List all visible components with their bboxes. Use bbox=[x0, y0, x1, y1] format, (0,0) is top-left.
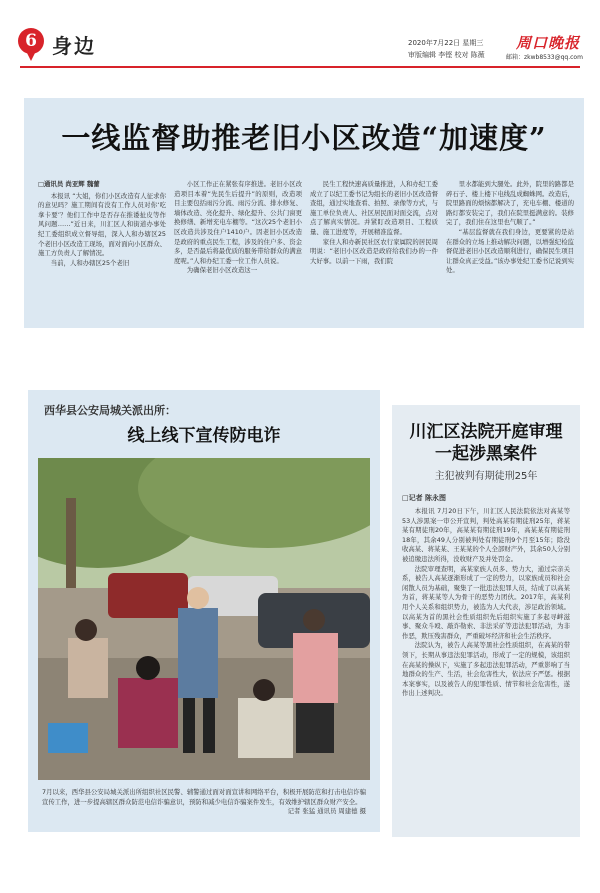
article-court-trial bbox=[392, 405, 580, 837]
newspaper-email: 邮箱：zkwb8533@qq.com bbox=[506, 54, 583, 61]
article-column-1 bbox=[38, 180, 166, 268]
article-headline: 一线监督助推老旧小区改造“加速度” bbox=[61, 121, 547, 155]
news-photo bbox=[38, 458, 370, 780]
article-column-3 bbox=[310, 180, 438, 266]
caption-text: 7月以来，西华县公安局城关派出所组织社区民警、辅警通过面对面宣讲和网络平台，积极开展防范和打击电信诈骗宣传工作，进一步提高辖区群众防范电信诈骗意识，预防和减少电信诈骗案件发生，有效维护辖区群众财产安全。 bbox=[42, 788, 366, 806]
issue-editors: 审版编辑 李铿 校对 陈薇 bbox=[408, 51, 485, 59]
page-number-badge: 6 bbox=[18, 28, 44, 54]
article-body bbox=[38, 180, 574, 320]
article-paragraph: 家住人和办新民社区农行家属院的居民周明说：“老旧小区改造是政府给我们办的一件大好事。以前一下雨，我们院 bbox=[310, 237, 438, 265]
article-paragraph: 本报讯 7月20日下午，川汇区人民法院依法对高某等53人涉黑案一审公开宣判，判处高某有期徒刑25年，蒋某某有期徒刑20年，高某某有期徒刑19年，高某某有期徒刑18年，其余49人分别被判处有期徒刑9个月至15年；除没收高某、蒋某某、王某某的个人全部财产外，其余50人分别被追缴违法所得，没收财产及并处罚金。 bbox=[402, 507, 570, 563]
article-paragraph: 本报讯 “大姐，你们小区改造有人征求你的意见吗？施工期间有没有工作人员对你‘吃拿卡要’？他们工作中是否存在推诿扯皮等作风问题……”近日来，川汇区人和街道办事处纪工委组织成立督导组，深入人和办辖区25个老旧小区改造工现场，面对面向小区群众、施工方负责人了解情况。 bbox=[38, 191, 166, 258]
article-headline bbox=[392, 421, 580, 465]
article-paragraph: 小区工作正在紧张有序推进。老旧小区改造项目本着“先民生后提升”的原则，改造项目主要包括雨污分流、雨污分流、排水修复、墙体改造、亮化提升、绿化提升、公共门窗更换修缮、新增充电车棚等。“这次25个老旧小区改造共涉及住户1410户。因老旧小区改造是政府的重点民生工程，涉及的住户多、资金多，是否最后将最优质的服务带给群众的满意度呢。”人和办纪工委一位工作人员说。 bbox=[174, 180, 302, 265]
photo-caption bbox=[42, 788, 366, 817]
header-divider bbox=[20, 66, 580, 68]
article-subheadline: 主犯被判有期徒刑25年 bbox=[434, 471, 538, 482]
article-byline: □记者 陈永图 bbox=[402, 494, 447, 502]
article-body bbox=[402, 507, 570, 699]
article-anti-fraud bbox=[28, 390, 380, 832]
article-paragraph: 法院认为，被告人高某等黑社会性质组织，在高某的带领下，长期从事违法犯罪活动，形成了一定的规模，该组织在高某的操纵下，实施了多起违法犯罪活动，严重影响了当地群众的生产、生活，社会危害性大，依法应予严惩。根据本案事实，以及被告人的犯罪性质、情节和社会危害性，遂作出上述判决。 bbox=[402, 641, 570, 698]
article-headline: 线上线下宣传防电诈 bbox=[127, 426, 281, 446]
issue-date: 2020年7月22日 星期三 bbox=[408, 39, 484, 47]
newspaper-logo: 周口晚报 bbox=[516, 34, 581, 52]
article-paragraph: 里水都能到大腿处。此外，院里的路都是碎石子、楼上楼下电线乱成蜘蛛网。改造后，院里路面的烦恼都解决了，充电车棚、楼道的路灯都安装完了，我们在院里挺满意的。装修完了，我们住在这里也气顺了。” bbox=[446, 180, 574, 227]
article-paragraph: 民生工程快速高质量推进，人和办纪工委成立了以纪工委书记为组长的老旧小区改造督查组，通过实地查看、拍照、录像等方式，与施工单位负责人、社区居民面对面交流，点对点了解真实情况。并紧盯改造项目、工程质量、施工进度等，开展精准监督。 bbox=[310, 180, 438, 236]
article-paragraph: 当前，人和办辖区25个老旧 bbox=[50, 258, 130, 267]
section-title: 身边 bbox=[52, 34, 96, 58]
caption-credit: 记者 张猛 通讯员 周建德 摄 bbox=[287, 807, 366, 816]
article-column-4 bbox=[446, 180, 574, 276]
page-header bbox=[0, 0, 600, 72]
headline-line: 川汇区法院开庭审理 bbox=[409, 422, 563, 442]
article-column-2 bbox=[174, 180, 302, 276]
article-subtitle: 西华县公安局城关派出所： bbox=[44, 404, 176, 417]
street-scene-illustration bbox=[38, 458, 370, 780]
article-byline: □通讯员 尚亚辉 魏蕾 bbox=[38, 180, 100, 188]
headline-line: 一起涉黑案件 bbox=[435, 444, 537, 464]
article-paragraph: “基层监督就在我们身边，更要紧的是站在群众的立场上推动解决问题，以增强纪检监督促进老旧小区改造顺利进行，确保民生项目让群众真正受益。”该办事处纪工委书记说到实处。 bbox=[446, 227, 574, 275]
article-paragraph: 法院审理查明，高某家族人员多、势力大，通过宗亲关系，被告人高某逐渐形成了一定的势力，以家族成员和社会闲散人员为基础，聚集了一批违法犯罪人员，结成了以高某为首，蒋某某等人为骨干的恶势力团伙。2017年，高某利用个人关系和组织势力，被选为人大代表，涉足政治领域。以高某为首的黑社会性质组织先后组织实施了多起寻衅滋事、聚众斗殴、敲诈勒索、非法采矿等违法犯罪活动，为非作恶，欺压残害群众，严重破坏经济和社会生活秩序。 bbox=[402, 564, 570, 640]
article-old-community-renovation bbox=[24, 98, 584, 328]
article-paragraph: 为确保老旧小区改造这一 bbox=[186, 266, 258, 275]
